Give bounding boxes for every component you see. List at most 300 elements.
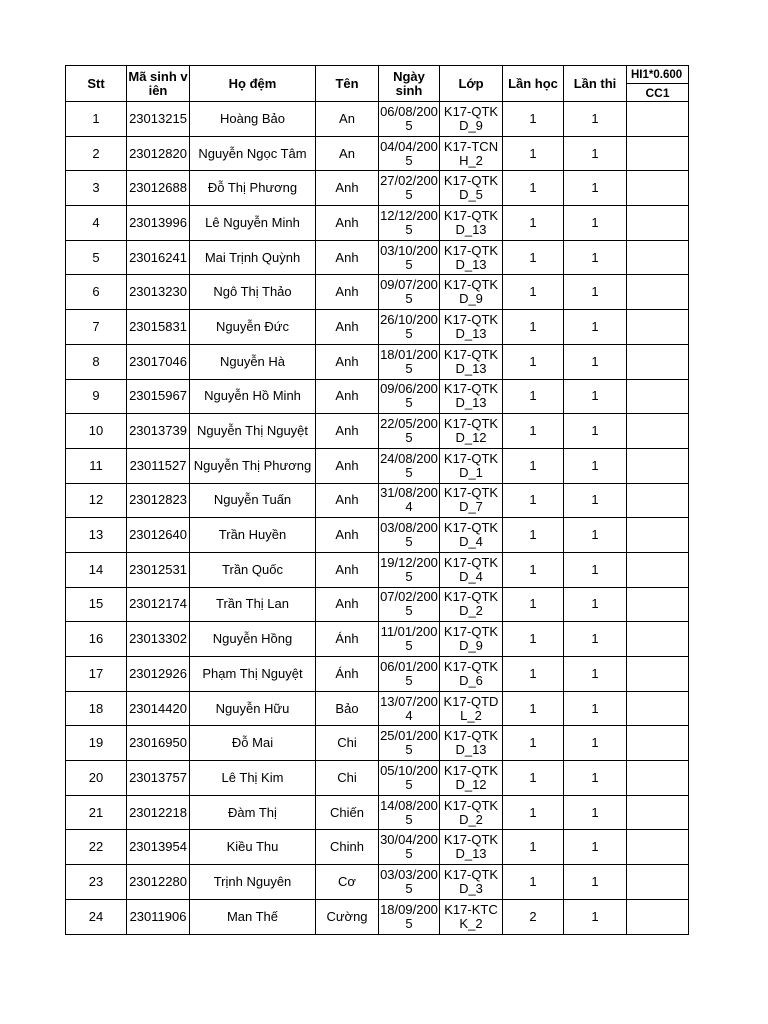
cell-class[interactable]	[440, 691, 503, 726]
table-body	[66, 102, 689, 935]
cell-student-id[interactable]: 23013215	[127, 102, 190, 137]
cell-cc1[interactable]	[627, 518, 689, 553]
table-row	[66, 552, 689, 587]
cell-middle-name[interactable]: Đỗ Thị Phương	[190, 171, 316, 206]
cell-exam-attempt[interactable]: 1	[564, 761, 627, 796]
cell-study-attempt[interactable]: 1	[503, 518, 564, 553]
cell-exam-attempt[interactable]: 1	[564, 899, 627, 934]
cell-study-attempt[interactable]: 1	[503, 344, 564, 379]
cell-class-text: K17-QTKD_13	[443, 207, 499, 237]
cell-stt[interactable]: 16	[66, 622, 127, 657]
cell-first-name[interactable]: Anh	[316, 344, 379, 379]
cell-first-name[interactable]: Ánh	[316, 622, 379, 657]
cell-birth-date-text: 13/07/2004	[380, 693, 438, 723]
cell-cc1[interactable]	[627, 691, 689, 726]
cell-birth-date[interactable]	[379, 622, 440, 657]
cell-birth-date-text: 22/05/2005	[380, 416, 438, 446]
cell-student-id[interactable]: 23012820	[127, 136, 190, 171]
cell-first-name[interactable]: Anh	[316, 206, 379, 241]
cell-class-text: K17-KTCK_2	[444, 901, 498, 931]
cell-class[interactable]	[440, 171, 503, 206]
cell-student-id[interactable]: 23016241	[127, 240, 190, 275]
cell-class-text: K17-QTKD_13	[443, 832, 499, 862]
cell-cc1[interactable]	[627, 726, 689, 761]
table-row	[66, 171, 689, 206]
cell-study-attempt[interactable]: 1	[503, 726, 564, 761]
cell-birth-date[interactable]	[379, 830, 440, 865]
cell-birth-date-text: 18/09/2005	[380, 901, 438, 931]
cell-cc1[interactable]	[627, 102, 689, 137]
cell-birth-date[interactable]	[379, 483, 440, 518]
cell-stt[interactable]: 13	[66, 518, 127, 553]
cell-birth-date-text: 19/12/2005	[380, 554, 438, 584]
cell-cc1[interactable]	[627, 657, 689, 692]
cell-first-name[interactable]: An	[316, 102, 379, 137]
cell-stt[interactable]: 5	[66, 240, 127, 275]
cell-stt[interactable]: 11	[66, 448, 127, 483]
table-row	[66, 691, 689, 726]
header-student-id-label: Mã sinh viên	[128, 68, 188, 98]
cell-birth-date-text: 12/12/2005	[380, 207, 438, 237]
cell-middle-name[interactable]: Lê Nguyễn Minh	[190, 206, 316, 241]
cell-student-id[interactable]: 23012640	[127, 518, 190, 553]
cell-first-name[interactable]: Cơ	[316, 865, 379, 900]
cell-cc1[interactable]	[627, 275, 689, 310]
cell-study-attempt[interactable]: 1	[503, 136, 564, 171]
cell-first-name[interactable]: Anh	[316, 552, 379, 587]
cell-birth-date[interactable]	[379, 865, 440, 900]
cell-cc1[interactable]	[627, 448, 689, 483]
cell-exam-attempt[interactable]: 1	[564, 552, 627, 587]
cell-middle-name[interactable]: Nguyễn Hữu	[190, 691, 316, 726]
cell-stt[interactable]: 8	[66, 344, 127, 379]
cell-birth-date-text: 31/08/2004	[380, 485, 438, 515]
cell-study-attempt[interactable]: 1	[503, 657, 564, 692]
cell-birth-date-text: 11/01/2005	[380, 624, 438, 654]
cell-exam-attempt[interactable]: 1	[564, 275, 627, 310]
cell-stt[interactable]: 23	[66, 865, 127, 900]
cell-exam-attempt[interactable]: 1	[564, 518, 627, 553]
cell-class[interactable]	[440, 865, 503, 900]
cell-middle-name[interactable]: Đàm Thị	[190, 795, 316, 830]
cell-first-name[interactable]: Bảo	[316, 691, 379, 726]
cell-first-name[interactable]: Anh	[316, 587, 379, 622]
cell-student-id[interactable]: 23012531	[127, 552, 190, 587]
cell-class[interactable]	[440, 518, 503, 553]
header-study-attempt: Lần học	[503, 66, 564, 102]
table-row	[66, 587, 689, 622]
cell-stt[interactable]: 4	[66, 206, 127, 241]
cell-birth-date-text: 24/08/2005	[380, 450, 438, 480]
cell-study-attempt[interactable]: 1	[503, 448, 564, 483]
cell-birth-date-text: 04/04/2005	[380, 138, 438, 168]
cell-exam-attempt[interactable]: 1	[564, 830, 627, 865]
cell-study-attempt[interactable]: 1	[503, 691, 564, 726]
cell-exam-attempt[interactable]: 1	[564, 448, 627, 483]
cell-first-name[interactable]: Anh	[316, 171, 379, 206]
table-row	[66, 865, 689, 900]
cell-cc1[interactable]	[627, 240, 689, 275]
cell-birth-date-text: 27/02/2005	[380, 173, 438, 203]
cell-cc1[interactable]	[627, 552, 689, 587]
cell-class[interactable]	[440, 414, 503, 449]
cell-middle-name[interactable]: Nguyễn Đức	[190, 310, 316, 345]
cell-middle-name[interactable]: Nguyễn Tuấn	[190, 483, 316, 518]
cell-first-name[interactable]: Chiến	[316, 795, 379, 830]
cell-class-text: K17-QTKD_5	[443, 173, 499, 203]
cell-class[interactable]	[440, 102, 503, 137]
cell-class-text: K17-QTKD_12	[443, 416, 499, 446]
cell-cc1[interactable]	[627, 899, 689, 934]
cell-class[interactable]	[440, 795, 503, 830]
student-table	[65, 65, 689, 935]
cell-birth-date-text: 25/01/2005	[380, 728, 438, 758]
table-row	[66, 726, 689, 761]
cell-cc1[interactable]	[627, 795, 689, 830]
cell-middle-name[interactable]: Phạm Thị Nguyệt	[190, 657, 316, 692]
cell-stt[interactable]: 17	[66, 657, 127, 692]
cell-stt[interactable]: 20	[66, 761, 127, 796]
cell-student-id[interactable]: 23013996	[127, 206, 190, 241]
cell-birth-date[interactable]	[379, 344, 440, 379]
cell-study-attempt[interactable]: 1	[503, 587, 564, 622]
table-row	[66, 275, 689, 310]
cell-exam-attempt[interactable]: 1	[564, 379, 627, 414]
cell-birth-date[interactable]	[379, 552, 440, 587]
cell-class-text: K17-QTKD_12	[443, 762, 499, 792]
header-weight-group: HI1*0.600	[627, 66, 689, 84]
cell-study-attempt[interactable]: 1	[503, 830, 564, 865]
cell-cc1[interactable]	[627, 136, 689, 171]
cell-class-text: K17-QTKD_3	[443, 866, 499, 896]
header-cc1: CC1	[627, 84, 689, 102]
cell-exam-attempt[interactable]: 1	[564, 657, 627, 692]
cell-first-name[interactable]: Anh	[316, 518, 379, 553]
cell-stt[interactable]: 3	[66, 171, 127, 206]
cell-cc1[interactable]	[627, 865, 689, 900]
cell-exam-attempt[interactable]: 1	[564, 171, 627, 206]
cell-class-text: K17-QTKD_13	[443, 346, 499, 376]
cell-first-name[interactable]: Anh	[316, 275, 379, 310]
cell-cc1[interactable]	[627, 761, 689, 796]
cell-stt[interactable]: 18	[66, 691, 127, 726]
cell-class[interactable]	[440, 761, 503, 796]
cell-first-name[interactable]: Anh	[316, 310, 379, 345]
cell-class[interactable]	[440, 240, 503, 275]
cell-student-id[interactable]: 23011906	[127, 899, 190, 934]
cell-exam-attempt[interactable]: 1	[564, 414, 627, 449]
cell-cc1[interactable]	[627, 379, 689, 414]
cell-student-id[interactable]: 23013739	[127, 414, 190, 449]
cell-student-id[interactable]: 23014420	[127, 691, 190, 726]
cell-student-id[interactable]: 23012218	[127, 795, 190, 830]
cell-student-id[interactable]: 23012823	[127, 483, 190, 518]
cell-class-text: K17-QTKD_13	[443, 242, 499, 272]
cell-class[interactable]	[440, 899, 503, 934]
cell-stt[interactable]: 15	[66, 587, 127, 622]
table-row	[66, 657, 689, 692]
table-row	[66, 761, 689, 796]
cell-first-name[interactable]: Anh	[316, 483, 379, 518]
cell-stt[interactable]: 22	[66, 830, 127, 865]
cell-class-text: K17-QTKD_9	[443, 277, 499, 307]
cell-class[interactable]	[440, 830, 503, 865]
cell-middle-name[interactable]: Nguyễn Hồng	[190, 622, 316, 657]
cell-birth-date[interactable]	[379, 657, 440, 692]
cell-middle-name[interactable]: Lê Thị Kim	[190, 761, 316, 796]
cell-class-text: K17-QTKD_4	[443, 520, 499, 550]
cell-student-id[interactable]: 23012174	[127, 587, 190, 622]
cell-study-attempt[interactable]: 1	[503, 171, 564, 206]
cell-class[interactable]	[440, 587, 503, 622]
cell-birth-date-text: 06/08/2005	[380, 103, 438, 133]
cell-birth-date[interactable]	[379, 761, 440, 796]
cell-middle-name[interactable]: Nguyễn Thị Phương	[190, 448, 316, 483]
table-header	[66, 66, 689, 102]
header-class: Lớp	[440, 66, 503, 102]
cell-class-text: K17-QTKD_1	[443, 450, 499, 480]
cell-cc1[interactable]	[627, 310, 689, 345]
cell-birth-date[interactable]	[379, 240, 440, 275]
cell-student-id[interactable]: 23011527	[127, 448, 190, 483]
table-row	[66, 448, 689, 483]
cell-student-id[interactable]: 23016950	[127, 726, 190, 761]
cell-first-name[interactable]: Ánh	[316, 657, 379, 692]
table-row	[66, 795, 689, 830]
cell-cc1[interactable]	[627, 622, 689, 657]
cell-exam-attempt[interactable]: 1	[564, 795, 627, 830]
cell-study-attempt[interactable]: 1	[503, 275, 564, 310]
cell-exam-attempt[interactable]: 1	[564, 622, 627, 657]
cell-class-text: K17-QTKD_9	[443, 624, 499, 654]
cell-stt[interactable]: 14	[66, 552, 127, 587]
cell-student-id[interactable]: 23017046	[127, 344, 190, 379]
cell-cc1[interactable]	[627, 206, 689, 241]
cell-middle-name[interactable]: Đỗ Mai	[190, 726, 316, 761]
cell-study-attempt[interactable]: 1	[503, 552, 564, 587]
cell-student-id[interactable]: 23012280	[127, 865, 190, 900]
cell-birth-date[interactable]	[379, 310, 440, 345]
cell-cc1[interactable]	[627, 830, 689, 865]
cell-middle-name[interactable]: Ngô Thị Thảo	[190, 275, 316, 310]
cell-study-attempt[interactable]: 1	[503, 761, 564, 796]
cell-study-attempt[interactable]: 1	[503, 240, 564, 275]
cell-class[interactable]	[440, 344, 503, 379]
cell-student-id[interactable]: 23013757	[127, 761, 190, 796]
cell-exam-attempt[interactable]: 1	[564, 240, 627, 275]
cell-middle-name[interactable]: Trần Thị Lan	[190, 587, 316, 622]
cell-birth-date-text: 14/08/2005	[380, 797, 438, 827]
cell-class[interactable]	[440, 483, 503, 518]
cell-middle-name[interactable]: Nguyễn Hà	[190, 344, 316, 379]
cell-exam-attempt[interactable]: 1	[564, 865, 627, 900]
cell-class[interactable]	[440, 136, 503, 171]
cell-class[interactable]	[440, 448, 503, 483]
cell-class[interactable]	[440, 552, 503, 587]
cell-first-name[interactable]: Anh	[316, 379, 379, 414]
cell-exam-attempt[interactable]: 1	[564, 344, 627, 379]
cell-stt[interactable]: 21	[66, 795, 127, 830]
cell-study-attempt[interactable]: 2	[503, 899, 564, 934]
cell-birth-date[interactable]	[379, 275, 440, 310]
cell-cc1[interactable]	[627, 414, 689, 449]
cell-first-name[interactable]: Cường	[316, 899, 379, 934]
cell-birth-date-text: 26/10/2005	[380, 311, 438, 341]
cell-exam-attempt[interactable]: 1	[564, 587, 627, 622]
cell-middle-name[interactable]: Nguyễn Hồ Minh	[190, 379, 316, 414]
cell-birth-date-text: 03/08/2005	[380, 520, 438, 550]
table-row	[66, 206, 689, 241]
cell-birth-date[interactable]	[379, 102, 440, 137]
table-row	[66, 830, 689, 865]
cell-class-text: K17-QTDL_2	[443, 693, 499, 723]
cell-student-id[interactable]: 23012926	[127, 657, 190, 692]
table-row	[66, 102, 689, 137]
cell-class-text: K17-QTKD_13	[443, 381, 499, 411]
cell-cc1[interactable]	[627, 171, 689, 206]
cell-study-attempt[interactable]: 1	[503, 414, 564, 449]
cell-stt[interactable]: 6	[66, 275, 127, 310]
cell-middle-name[interactable]: Trịnh Nguyên	[190, 865, 316, 900]
cell-middle-name[interactable]: Nguyễn Ngọc Tâm	[190, 136, 316, 171]
table-row	[66, 622, 689, 657]
cell-class[interactable]	[440, 657, 503, 692]
cell-class-text: K17-QTKD_4	[443, 554, 499, 584]
cell-birth-date-text: 30/04/2005	[380, 832, 438, 862]
cell-birth-date-text: 03/10/2005	[380, 242, 438, 272]
cell-cc1[interactable]	[627, 483, 689, 518]
cell-cc1[interactable]	[627, 587, 689, 622]
table-row	[66, 310, 689, 345]
cell-first-name[interactable]: Anh	[316, 448, 379, 483]
cell-exam-attempt[interactable]: 1	[564, 726, 627, 761]
cell-student-id[interactable]: 23012688	[127, 171, 190, 206]
cell-exam-attempt[interactable]: 1	[564, 310, 627, 345]
cell-student-id[interactable]: 23015967	[127, 379, 190, 414]
cell-study-attempt[interactable]: 1	[503, 379, 564, 414]
cell-exam-attempt[interactable]: 1	[564, 691, 627, 726]
cell-class-text: K17-QTKD_7	[443, 485, 499, 515]
cell-exam-attempt[interactable]: 1	[564, 102, 627, 137]
cell-first-name[interactable]: Chinh	[316, 830, 379, 865]
cell-birth-date[interactable]	[379, 171, 440, 206]
table-row	[66, 344, 689, 379]
cell-middle-name[interactable]: Nguyễn Thị Nguyệt	[190, 414, 316, 449]
header-stt: Stt	[66, 66, 127, 102]
cell-exam-attempt[interactable]: 1	[564, 206, 627, 241]
cell-birth-date-text: 07/02/2005	[380, 589, 438, 619]
student-roster-sheet	[65, 65, 688, 935]
cell-study-attempt[interactable]: 1	[503, 206, 564, 241]
cell-stt[interactable]: 1	[66, 102, 127, 137]
cell-student-id[interactable]: 23015831	[127, 310, 190, 345]
cell-birth-date[interactable]	[379, 899, 440, 934]
table-row	[66, 414, 689, 449]
table-row	[66, 899, 689, 934]
cell-class[interactable]	[440, 622, 503, 657]
cell-class[interactable]	[440, 726, 503, 761]
cell-middle-name[interactable]: Man Thế	[190, 899, 316, 934]
cell-cc1[interactable]	[627, 344, 689, 379]
cell-stt[interactable]: 12	[66, 483, 127, 518]
cell-birth-date-text: 09/07/2005	[380, 277, 438, 307]
cell-stt[interactable]: 7	[66, 310, 127, 345]
cell-middle-name[interactable]: Trần Quốc	[190, 552, 316, 587]
cell-birth-date[interactable]	[379, 136, 440, 171]
cell-birth-date[interactable]	[379, 414, 440, 449]
table-row	[66, 240, 689, 275]
header-student-id	[127, 66, 190, 102]
cell-birth-date[interactable]	[379, 726, 440, 761]
cell-student-id[interactable]: 23013230	[127, 275, 190, 310]
cell-middle-name[interactable]: Trần Huyền	[190, 518, 316, 553]
cell-class[interactable]	[440, 206, 503, 241]
cell-stt[interactable]: 9	[66, 379, 127, 414]
table-row	[66, 518, 689, 553]
cell-class[interactable]	[440, 310, 503, 345]
cell-class-text: K17-QTKD_2	[443, 797, 499, 827]
cell-study-attempt[interactable]: 1	[503, 310, 564, 345]
cell-stt[interactable]: 10	[66, 414, 127, 449]
cell-class[interactable]	[440, 379, 503, 414]
cell-student-id[interactable]: 23013302	[127, 622, 190, 657]
cell-birth-date-text: 05/10/2005	[380, 762, 438, 792]
cell-middle-name[interactable]: Mai Trịnh Quỳnh	[190, 240, 316, 275]
cell-birth-date-text: 18/01/2005	[380, 346, 438, 376]
cell-study-attempt[interactable]: 1	[503, 102, 564, 137]
cell-birth-date[interactable]	[379, 795, 440, 830]
cell-class-text: K17-TCNH_2	[443, 138, 499, 168]
cell-first-name[interactable]: Chi	[316, 726, 379, 761]
header-exam-attempt: Lần thi	[564, 66, 627, 102]
cell-middle-name[interactable]: Hoàng Bảo	[190, 102, 316, 137]
cell-exam-attempt[interactable]: 1	[564, 136, 627, 171]
cell-middle-name[interactable]: Kiều Thu	[190, 830, 316, 865]
cell-class-text: K17-QTKD_13	[443, 728, 499, 758]
cell-birth-date[interactable]	[379, 379, 440, 414]
cell-birth-date[interactable]	[379, 587, 440, 622]
cell-first-name[interactable]: An	[316, 136, 379, 171]
cell-birth-date-text: 09/06/2005	[380, 381, 438, 411]
table-row	[66, 136, 689, 171]
cell-study-attempt[interactable]: 1	[503, 865, 564, 900]
cell-birth-date[interactable]	[379, 691, 440, 726]
cell-birth-date[interactable]	[379, 206, 440, 241]
cell-study-attempt[interactable]: 1	[503, 483, 564, 518]
cell-first-name[interactable]: Anh	[316, 414, 379, 449]
cell-birth-date[interactable]	[379, 518, 440, 553]
cell-class-text: K17-QTKD_6	[443, 658, 499, 688]
table-row	[66, 379, 689, 414]
cell-first-name[interactable]: Chi	[316, 761, 379, 796]
cell-first-name[interactable]: Anh	[316, 240, 379, 275]
cell-stt[interactable]: 2	[66, 136, 127, 171]
cell-student-id[interactable]: 23013954	[127, 830, 190, 865]
cell-exam-attempt[interactable]: 1	[564, 483, 627, 518]
cell-class-text: K17-QTKD_13	[443, 311, 499, 341]
cell-class[interactable]	[440, 275, 503, 310]
cell-study-attempt[interactable]: 1	[503, 622, 564, 657]
cell-class-text: K17-QTKD_2	[443, 589, 499, 619]
cell-stt[interactable]: 24	[66, 899, 127, 934]
header-first-name: Tên	[316, 66, 379, 102]
cell-study-attempt[interactable]: 1	[503, 795, 564, 830]
cell-birth-date[interactable]	[379, 448, 440, 483]
header-birth-date: Ngày sinh	[379, 66, 440, 102]
cell-class-text: K17-QTKD_9	[443, 103, 499, 133]
cell-stt[interactable]: 19	[66, 726, 127, 761]
cell-birth-date-text: 03/03/2005	[380, 866, 438, 896]
